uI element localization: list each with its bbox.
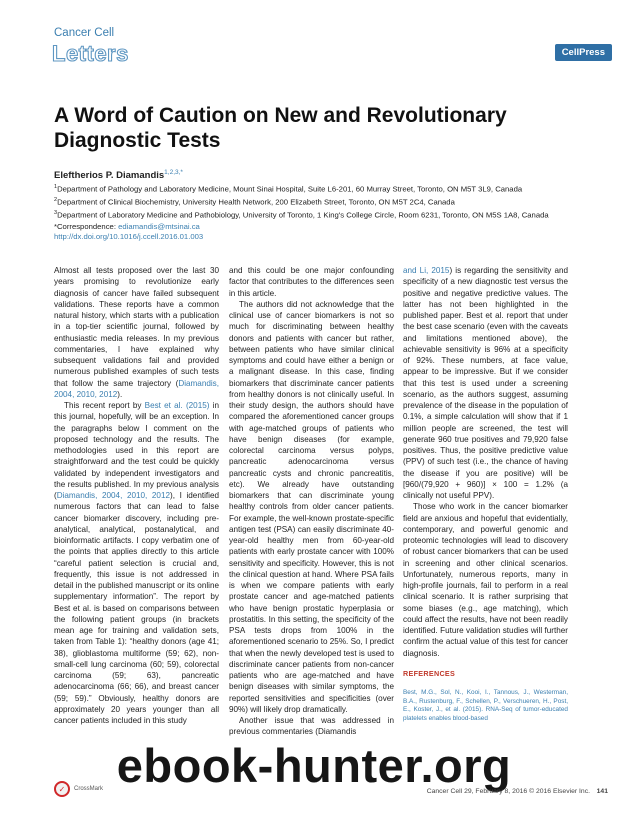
journal-name: Cancer Cell [54, 27, 115, 39]
citation-link[interactable]: Best et al. (2015) [144, 401, 210, 410]
paragraph: Another issue that was addressed in previous commentaries (Diamandis [229, 716, 394, 737]
author-name: Eleftherios P. Diamandis [54, 170, 165, 182]
watermark: ebook-hunter.org [116, 739, 512, 792]
citation-link[interactable]: Diamandis, 2004, 2010, 2012 [56, 491, 170, 500]
correspondence: *Correspondence: ediamandis@mtsinai.ca [54, 221, 200, 231]
doi-link[interactable]: http://dx.doi.org/10.1016/j.ccell.2016.01.003 [54, 232, 204, 242]
paragraph: The authors did not acknowledge that the clinical use of cancer biomarkers is not so much for discriminating between healthy donors and patients with cancer but rather, between patients who have similar clinical symptoms and could have either a benign or a malignant disease. In this case, finding biomarkers that discriminate cancer patients from healthy donors is not clinically useful. In their study design, the authors should have compared the aforementioned cancer groups with age-matched groups of patients who have benign diseases (for example, colorectal carcinoma versus polyps, pancreatic adenocarcinoma versus pancreatic cysts and chronic pancreatitis, etc). We already have outstanding biomarkers that can discriminate young healthy controls from older cancer patients. For example, the well-known prostate-specific antigen test (PSA) can easily discriminate 40-year-old healthy men from 60-year-old patients with early prostate cancer with 100% sensitivity and specificity. However, this is not the clinical question at hand. Where PSA fails is when we compare patients with early prostate cancer and age-matched patients who have benign prostatic hyperplasia or prostatitis. In this setting, the specificity of the PSA tests drops from 100% in the aforementioned scenario to 25%. So, I predict that when the newly developed test is used to discriminate cancer patients from non-cancer patients who are age-matched and have benign diseases with similar symptoms, the reported sensitivities and specificities (over 90%) will likely drop dramatically. [229, 299, 394, 714]
affiliation-2: $^2$Department of Clinical Biochemistry, University Health Network, 200 Elizabeth Street, Toronto, ON M5T 2C4, Canada [54, 197, 455, 207]
author-line [54, 166, 574, 182]
body-column-1 [54, 265, 219, 726]
paragraph: and Li, 2015) is regarding the sensitivity and specificity of a new diagnostic test versus the positive and negative predictive values. The latter has not been highlighted in the published paper. Best et al. report that under the best case scenario (even with the caveats and limitations mentioned above), the achievable sensitivity is 96% at a specificity of 92%. These numbers, at face value, appear to be impressive. But if we consider that this test is used under a screening scenario, as the authors suggest, assuming prevalence of the disease in the population of 0.1%, a simple calculation will show that if 1 million people are screened, the test will generate 960 true positives and 79,920 false positives. Thus, the positive predictive value (PPV) of such test (i.e., the chance of having the disease if you are positive) will be [960/(79,920 + 960)] × 100 = 1.2% (a clinically not useful PPV). [403, 266, 568, 500]
crossmark-label: CrossMark [74, 786, 104, 792]
section-title: Letters [52, 41, 129, 66]
page-number: 141 [596, 788, 608, 795]
paragraph: and this could be one major confounding factor that contributes to the differences seen in this article. [229, 266, 394, 298]
body-column-2 [229, 265, 394, 738]
paragraph: Those who work in the cancer biomarker field are anxious and hopeful that evidentially, contemporary, and powerful genomic and proteomic technologies will lead to discovery of robust cancer biomarkers that can be used in screening and other clinical scenarios. Unfortunately, numerous reports, many in high-profile journals, fail to perform in a real clinical scenario. It is rather surprising that some biases (e.g., age matching), which could affect the results, have not been readily identified. Future validation studies will further confirm the actual value of this test for cancer diagnosis. [403, 502, 568, 658]
reference-entry[interactable]: Best, M.G., Sol, N., Kooi, I., Tannous, J., Westerman, B.A., Rustenburg, F., Schellen, P., Verschueren, H., Post, E., Koster, J., et al. (2015). RNA-Seq of tumor-educated platelets enables blood-based [403, 689, 568, 722]
crossmark-icon: ✓ [54, 781, 70, 797]
affiliation-3: $^3$Department of Laboratory Medicine and Pathobiology, University of Toronto, 1 King's College Circle, Room 6231, Toronto, ON M5S 1A8, Canada [54, 210, 549, 221]
references-heading: REFERENCES [403, 668, 456, 678]
email-link[interactable]: ediamandis@mtsinai.ca [118, 221, 200, 231]
affiliation-1: $^1$Department of Pathology and Laboratory Medicine, Mount Sinai Hospital, Suite L6-201, 60 Murray Street, Toronto, ON M5T 3L9, Canada [54, 184, 523, 194]
footer-citation: Cancer Cell 29, February 8, 2016 © 2016 Elsevier Inc. [426, 788, 590, 795]
author-superscripts: 1,2,3,* [164, 169, 183, 176]
article-title: A Word of Caution on New and Revolutionary Diagnostic Tests [54, 104, 507, 152]
citation-link[interactable]: Diamandis, 2004, 2010, 2012 [54, 378, 219, 399]
body-column-3 [403, 265, 568, 723]
publisher-logo: CellPress [555, 44, 612, 61]
paragraph: This recent report by Best et al. (2015) in this journal, hopefully, will be an exception. In the paragraphs below I comment on the proposed technology and the results. The methodologies used in this report are straightforward and the test could be quickly validated by independent investigators and the results published. In my previous analysis (Diamandis, 2004, 2010, 2012), I identified numerous factors that can lead to false cancer biomarker discovery, including pre-analytical, analytical, postanalytical, and bioinformatic artifacts. I copy verbatim one of the points that applies directly to this article “careful patient selection is crucial and, frequently, this issue is not addressed in detail in the published manuscript or its online supplementary information”. The report by Best et al. is based on comparisons between the following patient groups (in brackets mean age for training and validation sets, taken from Table 1): “healthy donors (age 41; 38), glioblastoma multiforme (59; 62), non-small-cell lung carcinoma (60; 59), colorectal carcinoma (59; 63), pancreatic adenocarcinoma (66; 66), and breast cancer (59; 59).” Obviously, healthy donors are approximately 20 years younger than all cancer patients included in this study [54, 401, 220, 725]
crossmark-badge[interactable] [54, 781, 103, 797]
front-matter [54, 166, 574, 243]
paragraph: Almost all tests proposed over the last 30 years promising to revolutionize early diagnosis of cancer have failed subsequent validations. These reports have a common natural history, which starts with a publication in a top-tier scientific journal, followed by enthusiastic media releases. In my previous commentaries, I have explained why subsequent validations fail and provided numerous published examples of such tests that follow the same trajectory (Diamandis, 2004, 2010, 2012). [54, 266, 219, 399]
citation-link[interactable]: and Li, 2015 [403, 266, 450, 275]
